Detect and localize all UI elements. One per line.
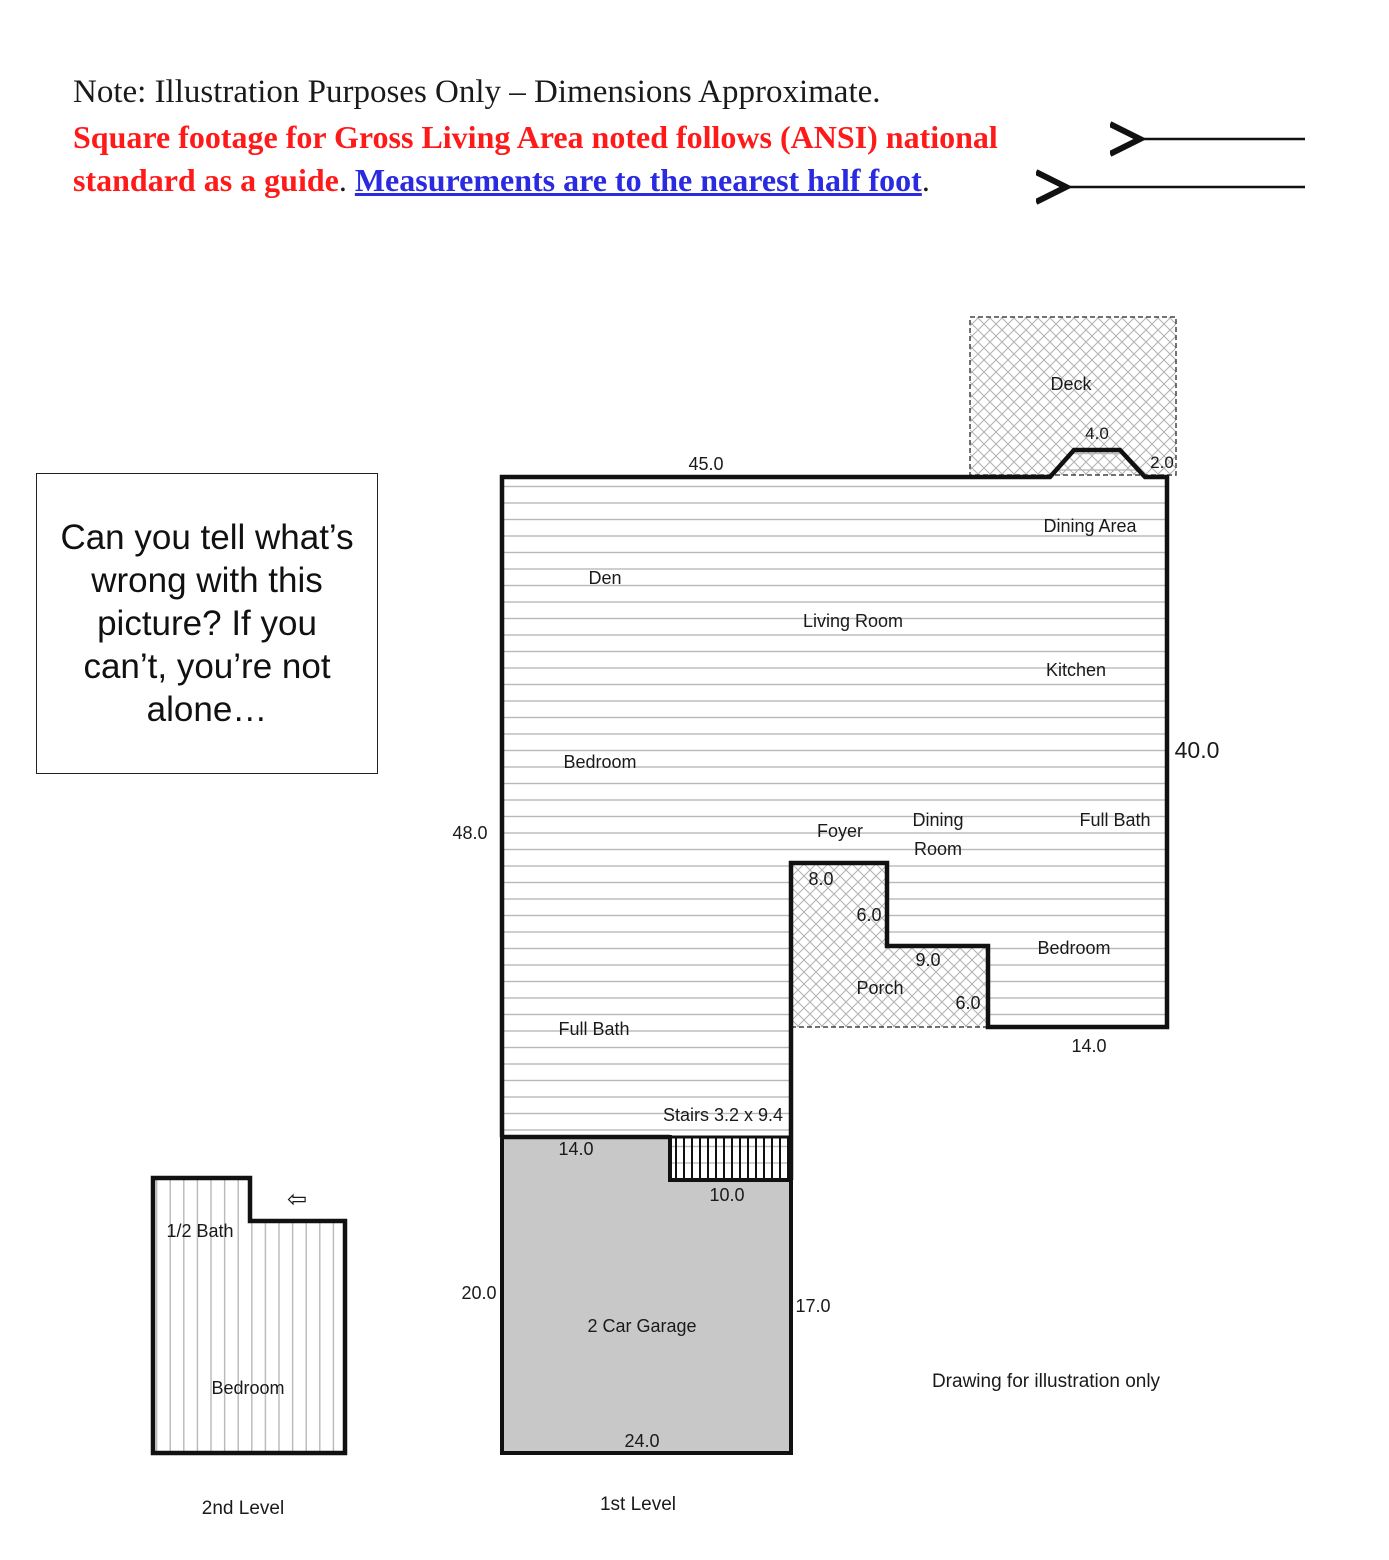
measurements-link[interactable]: Measurements are to the nearest half foot [354, 162, 922, 198]
dim-left-side: 48.0 [452, 823, 488, 843]
note-separator: . [338, 162, 355, 198]
stairs [670, 1137, 791, 1180]
room-label-dining-room-line2: Room [913, 839, 963, 859]
dim-garage-bottom: 24.0 [624, 1431, 660, 1451]
room-label-bedroom-right: Bedroom [1037, 938, 1111, 958]
note-line-3-text: standard as a guide [73, 162, 339, 198]
dim-garage-left: 20.0 [461, 1283, 497, 1303]
level-label-2nd: 2nd Level [201, 1498, 285, 1519]
dim-porch-inner-vertical: 6.0 [856, 905, 882, 925]
garage-area [502, 1137, 791, 1453]
dim-porch-inner-horizontal: 9.0 [915, 950, 941, 970]
room-label-full-bath-right: Full Bath [1079, 810, 1151, 830]
first-level-living-area [502, 450, 1167, 1180]
room-label-bedroom: Bedroom [563, 752, 637, 772]
room-label-porch: Porch [856, 978, 904, 998]
room-label-den: Den [588, 568, 622, 588]
room-label-deck: Deck [1050, 374, 1092, 394]
level-label-1st: 1st Level [599, 1494, 677, 1515]
dim-garage-top-left: 14.0 [558, 1139, 594, 1159]
room-label-stairs: Stairs 3.2 x 9.4 [662, 1105, 784, 1125]
room-label-dining-area: Dining Area [1043, 516, 1137, 536]
room-label-full-bath-left: Full Bath [558, 1019, 630, 1039]
dim-porch-side: 6.0 [955, 993, 981, 1013]
room-label-bedroom-2nd: Bedroom [211, 1378, 285, 1398]
note-line-2: Square footage for Gross Living Area noted follows (ANSI) national [73, 119, 998, 155]
callout-text: Can you tell what’s wrong with this picture? If you can’t, you’re not alone… [60, 518, 354, 729]
dim-bottom-right: 14.0 [1071, 1036, 1107, 1056]
room-label-garage: 2 Car Garage [587, 1316, 697, 1336]
dim-top-width: 45.0 [688, 454, 724, 474]
dim-garage-right: 17.0 [795, 1296, 831, 1316]
room-label-kitchen: Kitchen [1045, 660, 1107, 680]
note-period: . [921, 162, 930, 198]
room-label-foyer: Foyer [816, 821, 864, 841]
room-label-living-room: Living Room [802, 611, 904, 631]
second-level-area [153, 1178, 345, 1453]
dim-deck-side: 2.0 [1150, 453, 1174, 472]
note-line-1: Note: Illustration Purposes Only – Dimensions Approximate. [73, 74, 881, 110]
room-label-half-bath: 1/2 Bath [166, 1221, 234, 1241]
dim-deck-bump: 4.0 [1085, 424, 1109, 443]
drawing-note: Drawing for illustration only [931, 1371, 1161, 1392]
room-label-dining-room-line1: Dining [912, 810, 964, 830]
dim-right-side: 40.0 [1174, 737, 1220, 763]
dim-stairs-bottom: 10.0 [709, 1185, 745, 1205]
dim-porch-top: 8.0 [808, 869, 834, 889]
left-arrow-icon: ⇦ [286, 1186, 308, 1213]
